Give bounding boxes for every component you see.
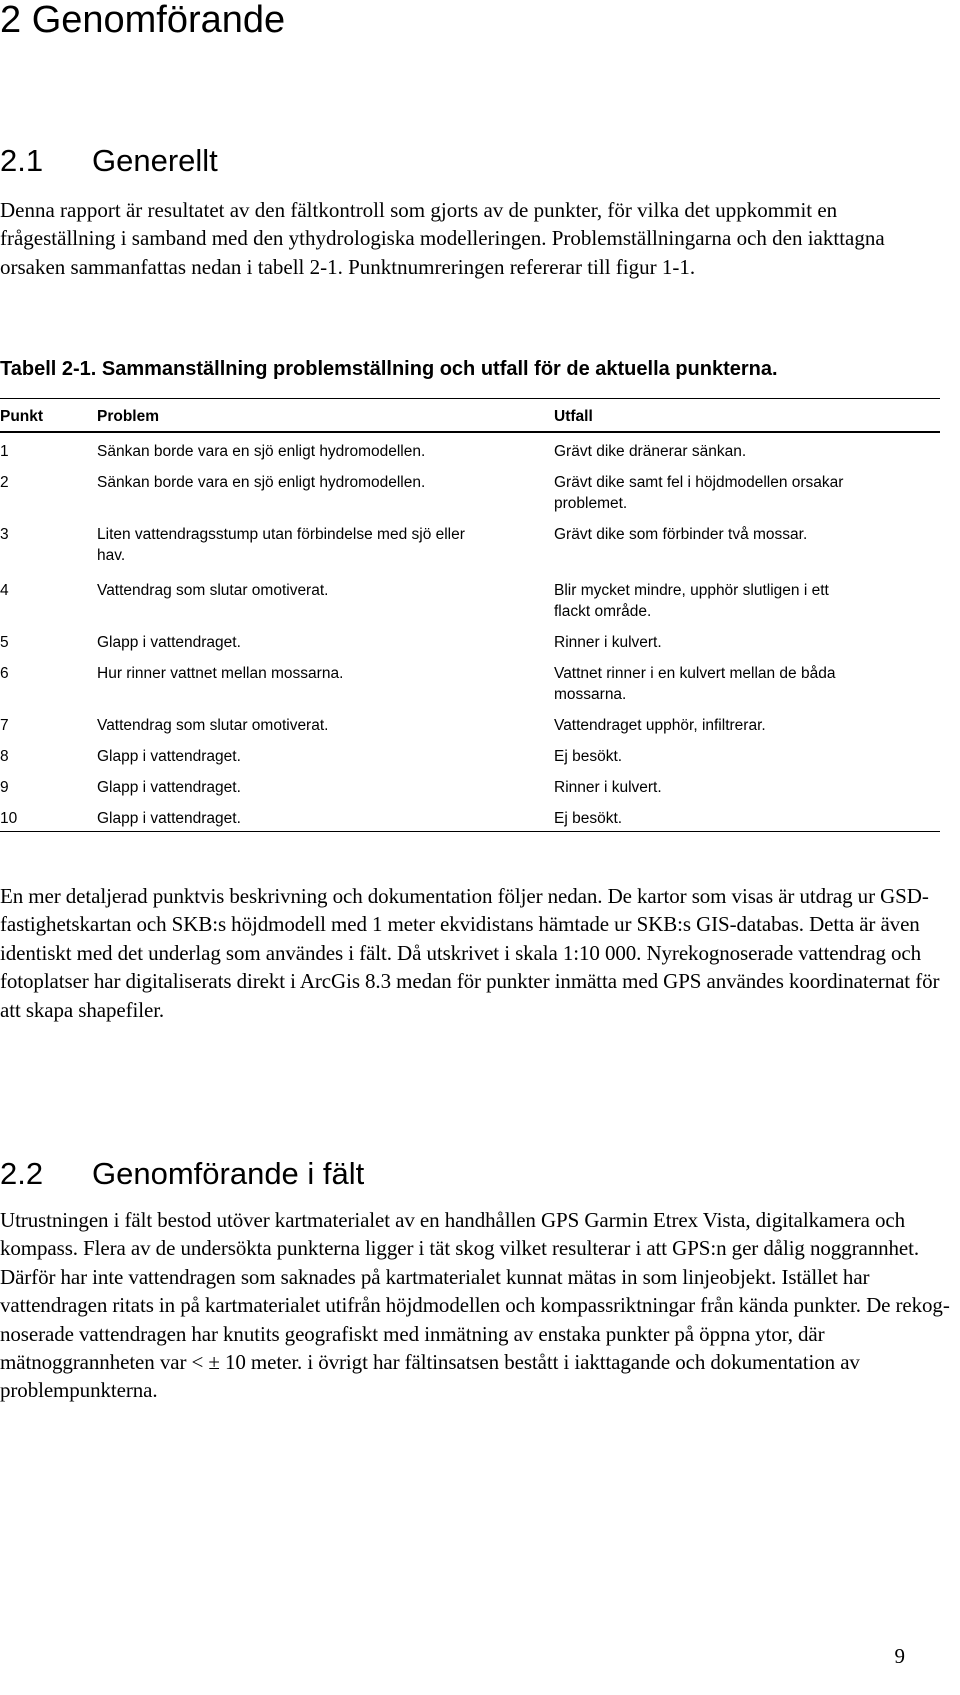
header-utfall: Utfall: [554, 408, 593, 426]
cell-problem: Liten vattendragsstump utan förbindelse med sjö eller hav.: [97, 525, 465, 564]
section-heading-generellt: [0, 143, 218, 179]
table-row: [0, 433, 940, 464]
section-heading-genomforande-i-falt: [0, 1156, 364, 1192]
table-row: [0, 572, 940, 624]
cell-punkt: 6: [0, 664, 9, 682]
table-bottom-rule: [0, 831, 940, 832]
table-header-row: [0, 399, 940, 431]
header-problem: Problem: [97, 408, 160, 426]
details-paragraph: En mer detaljerad punktvis beskrivning och dokumentation följer nedan. De kartor som visas är utdrag ur GSD-fastighetskartan och SKB:s höjdmodell med 1 meter ekvidistans hämtade ur SKB:s GIS-databas. Detta är även identiskt med det underlag som användes i fält. Då utskrivet i skala 1:10 000. Nyrekognoserade vattendrag och fotoplatser har digitaliserats direkt i ArcGis 8.3 medan för punkter inmätta med GPS användes koordinaternat för att skapa shapefiler.: [0, 884, 940, 1022]
cell-utfall: Rinner i kulvert.: [554, 633, 662, 651]
results-table: [0, 398, 940, 832]
table-row: [0, 516, 940, 572]
section-number: 2.2: [0, 1156, 44, 1191]
cell-punkt: 4: [0, 581, 9, 599]
cell-utfall: Grävt dike som förbinder två mossar.: [554, 525, 808, 543]
table-row: [0, 738, 940, 769]
cell-utfall: Ej besökt.: [554, 809, 623, 827]
cell-punkt: 10: [0, 809, 18, 827]
cell-problem: Glapp i vattendraget.: [97, 633, 241, 651]
cell-problem: Sänkan borde vara en sjö enligt hydromodellen.: [97, 473, 426, 491]
cell-utfall: Blir mycket mindre, upphör slutligen i ett flackt område.: [554, 581, 829, 620]
table-row: [0, 769, 940, 800]
header-punkt: Punkt: [0, 408, 44, 426]
cell-punkt: 8: [0, 747, 9, 765]
table-row: [0, 800, 940, 831]
cell-problem: Glapp i vattendraget.: [97, 747, 241, 765]
cell-utfall: Grävt dike samt fel i höjdmodellen orsakar problemet.: [554, 473, 844, 512]
page-number: 9: [894, 1644, 905, 1668]
cell-problem: Glapp i vattendraget.: [97, 809, 241, 827]
cell-utfall: Vattendraget upphör, infiltrerar.: [554, 716, 766, 734]
table-row: [0, 707, 940, 738]
section-title: Generellt: [92, 143, 218, 178]
table-row: [0, 624, 940, 655]
intro-paragraph: Denna rapport är resultatet av den fältkontroll som gjorts av de punkter, för vilka det uppkommit en frågeställning i samband med den ythydrologiska modelleringen. Problemställningarna och den iakttagna orsaken sammanfattas nedan i tabell 2-1. Punktnumreringen refererar till figur 1-1.: [0, 198, 885, 279]
table-row: [0, 464, 940, 516]
cell-problem: Sänkan borde vara en sjö enligt hydromodellen.: [97, 442, 426, 460]
cell-utfall: Grävt dike dränerar sänkan.: [554, 442, 747, 460]
cell-utfall: Rinner i kulvert.: [554, 778, 662, 796]
cell-punkt: 5: [0, 633, 9, 651]
table-caption: Tabell 2-1. Sammanställning problemställning och utfall för de aktuella punkterna.: [0, 358, 778, 380]
section-title: Genomförande i fält: [92, 1156, 365, 1191]
cell-punkt: 9: [0, 778, 9, 796]
cell-problem: Vattendrag som slutar omotiverat.: [97, 716, 329, 734]
cell-utfall: Vattnet rinner i en kulvert mellan de båda mossarna.: [554, 664, 836, 703]
chapter-heading: 2 Genomförande: [0, 0, 286, 41]
section-number: 2.1: [0, 143, 44, 178]
cell-punkt: 2: [0, 473, 9, 491]
field-paragraph: Utrustningen i fält bestod utöver kartmaterialet av en handhållen GPS Garmin Etrex Vista, digitalkamera och kompass. Flera av de undersökta punkterna ligger i tät skog vilket resulterar i att GPS:n ger dålig noggrannhet. Därför har inte vattendragen som saknades på kartmaterialet kunnat mätas in som linjeobjekt. Istället har vattendragen ritats in på kartmaterialet utifrån höjdmodellen och kompassriktningar från kända punkter. De rekog-noserade vattendragen har knutits geografiskt med inmätning av enstaka punkter på öppna ytor, där mätnoggrannheten var < ± 10 meter. i övrigt har fältinsatsen bestått i iakttagande och dokumentation av problempunkterna.: [0, 1208, 950, 1403]
cell-punkt: 3: [0, 525, 9, 543]
cell-problem: Vattendrag som slutar omotiverat.: [97, 581, 329, 599]
cell-punkt: 7: [0, 716, 9, 734]
cell-utfall: Ej besökt.: [554, 747, 623, 765]
cell-problem: Glapp i vattendraget.: [97, 778, 241, 796]
cell-punkt: 1: [0, 442, 9, 460]
cell-problem: Hur rinner vattnet mellan mossarna.: [97, 664, 344, 682]
table-row: [0, 655, 940, 707]
